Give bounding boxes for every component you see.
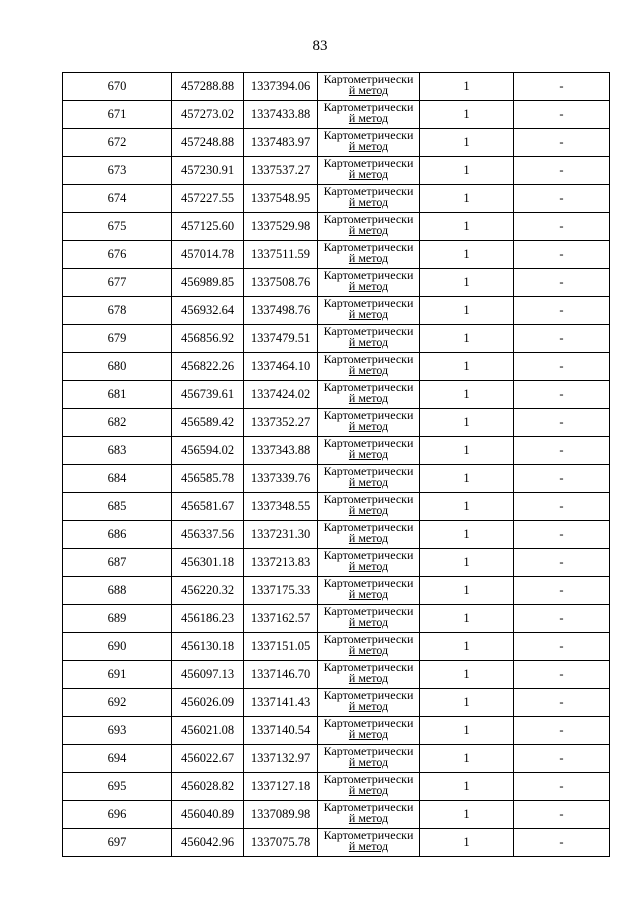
method-text-line2: й метод <box>348 335 389 349</box>
y-coordinate-cell: 1337479.51 <box>244 325 318 353</box>
x-coordinate-cell: 456581.67 <box>172 493 244 521</box>
method-cell <box>318 577 420 605</box>
y-coordinate-cell: 1337146.70 <box>244 661 318 689</box>
y-coordinate-cell: 1337508.76 <box>244 269 318 297</box>
accuracy-cell: 1 <box>420 549 514 577</box>
x-coordinate-cell: 457125.60 <box>172 213 244 241</box>
table-row <box>63 213 610 241</box>
method-cell <box>318 297 420 325</box>
y-coordinate-cell: 1337339.76 <box>244 465 318 493</box>
note-cell: - <box>514 549 610 577</box>
method-text-line1: Картометрически <box>323 324 414 338</box>
method-cell <box>318 353 420 381</box>
x-coordinate-cell: 457288.88 <box>172 73 244 101</box>
method-cell <box>318 73 420 101</box>
method-text-line2: й метод <box>348 671 389 685</box>
table-row <box>63 829 610 857</box>
method-text-line2: й метод <box>348 615 389 629</box>
note-cell: - <box>514 633 610 661</box>
accuracy-cell: 1 <box>420 661 514 689</box>
page-number: 83 <box>312 38 328 54</box>
accuracy-cell: 1 <box>420 157 514 185</box>
method-text-line2: й метод <box>348 503 389 517</box>
table-row <box>63 605 610 633</box>
note-cell: - <box>514 717 610 745</box>
method-cell <box>318 745 420 773</box>
accuracy-cell: 1 <box>420 493 514 521</box>
point-number-cell: 670 <box>63 73 172 101</box>
method-text-line1: Картометрически <box>323 464 414 478</box>
table-row <box>63 185 610 213</box>
note-cell: - <box>514 129 610 157</box>
y-coordinate-cell: 1337529.98 <box>244 213 318 241</box>
note-cell: - <box>514 605 610 633</box>
table-row <box>63 269 610 297</box>
method-text-line2: й метод <box>348 111 389 125</box>
x-coordinate-cell: 456585.78 <box>172 465 244 493</box>
table-row <box>63 241 610 269</box>
method-text-line1: Картометрически <box>323 492 414 506</box>
method-cell <box>318 717 420 745</box>
table-row <box>63 577 610 605</box>
method-cell <box>318 465 420 493</box>
note-cell: - <box>514 577 610 605</box>
point-number-cell: 679 <box>63 325 172 353</box>
point-number-cell: 676 <box>63 241 172 269</box>
method-cell <box>318 605 420 633</box>
method-cell <box>318 689 420 717</box>
point-number-cell: 673 <box>63 157 172 185</box>
y-coordinate-cell: 1337352.27 <box>244 409 318 437</box>
method-text-line1: Картометрически <box>323 408 414 422</box>
table-row <box>63 297 610 325</box>
point-number-cell: 671 <box>63 101 172 129</box>
method-cell <box>318 409 420 437</box>
point-number-cell: 684 <box>63 465 172 493</box>
x-coordinate-cell: 456042.96 <box>172 829 244 857</box>
method-text-line2: й метод <box>348 195 389 209</box>
method-text-line1: Картометрически <box>323 604 414 618</box>
accuracy-cell: 1 <box>420 689 514 717</box>
x-coordinate-cell: 456589.42 <box>172 409 244 437</box>
note-cell: - <box>514 157 610 185</box>
point-number-cell: 678 <box>63 297 172 325</box>
accuracy-cell: 1 <box>420 437 514 465</box>
accuracy-cell: 1 <box>420 325 514 353</box>
point-number-cell: 685 <box>63 493 172 521</box>
table-row <box>63 689 610 717</box>
method-cell <box>318 493 420 521</box>
method-cell <box>318 549 420 577</box>
x-coordinate-cell: 456932.64 <box>172 297 244 325</box>
x-coordinate-cell: 456856.92 <box>172 325 244 353</box>
point-number-cell: 694 <box>63 745 172 773</box>
accuracy-cell: 1 <box>420 353 514 381</box>
y-coordinate-cell: 1337548.95 <box>244 185 318 213</box>
accuracy-cell: 1 <box>420 521 514 549</box>
accuracy-cell: 1 <box>420 745 514 773</box>
method-text-line1: Картометрически <box>323 128 414 142</box>
table-row <box>63 437 610 465</box>
accuracy-cell: 1 <box>420 801 514 829</box>
method-cell <box>318 521 420 549</box>
point-number-cell: 687 <box>63 549 172 577</box>
method-text-line2: й метод <box>348 587 389 601</box>
note-cell: - <box>514 409 610 437</box>
table-row <box>63 801 610 829</box>
table-row <box>63 157 610 185</box>
y-coordinate-cell: 1337511.59 <box>244 241 318 269</box>
point-number-cell: 689 <box>63 605 172 633</box>
x-coordinate-cell: 456026.09 <box>172 689 244 717</box>
y-coordinate-cell: 1337483.97 <box>244 129 318 157</box>
y-coordinate-cell: 1337089.98 <box>244 801 318 829</box>
x-coordinate-cell: 456739.61 <box>172 381 244 409</box>
y-coordinate-cell: 1337140.54 <box>244 717 318 745</box>
table-row <box>63 465 610 493</box>
note-cell: - <box>514 801 610 829</box>
x-coordinate-cell: 456097.13 <box>172 661 244 689</box>
point-number-cell: 690 <box>63 633 172 661</box>
x-coordinate-cell: 456021.08 <box>172 717 244 745</box>
point-number-cell: 680 <box>63 353 172 381</box>
y-coordinate-cell: 1337343.88 <box>244 437 318 465</box>
table-row <box>63 549 610 577</box>
method-cell <box>318 633 420 661</box>
y-coordinate-cell: 1337127.18 <box>244 773 318 801</box>
y-coordinate-cell: 1337132.97 <box>244 745 318 773</box>
method-text-line1: Картометрически <box>323 828 414 842</box>
method-text-line2: й метод <box>348 447 389 461</box>
method-text-line1: Картометрически <box>323 716 414 730</box>
method-text-line2: й метод <box>348 83 389 97</box>
y-coordinate-cell: 1337433.88 <box>244 101 318 129</box>
method-text-line2: й метод <box>348 475 389 489</box>
method-cell <box>318 325 420 353</box>
y-coordinate-cell: 1337162.57 <box>244 605 318 633</box>
method-text-line1: Картометрически <box>323 744 414 758</box>
note-cell: - <box>514 185 610 213</box>
point-number-cell: 682 <box>63 409 172 437</box>
note-cell: - <box>514 213 610 241</box>
table-row <box>63 745 610 773</box>
method-text-line2: й метод <box>348 755 389 769</box>
y-coordinate-cell: 1337213.83 <box>244 549 318 577</box>
accuracy-cell: 1 <box>420 129 514 157</box>
method-text-line1: Картометрически <box>323 800 414 814</box>
note-cell: - <box>514 297 610 325</box>
method-text-line2: й метод <box>348 279 389 293</box>
method-cell <box>318 185 420 213</box>
point-number-cell: 691 <box>63 661 172 689</box>
table-row <box>63 101 610 129</box>
method-cell <box>318 773 420 801</box>
table-row <box>63 633 610 661</box>
x-coordinate-cell: 456220.32 <box>172 577 244 605</box>
point-number-cell: 686 <box>63 521 172 549</box>
method-text-line1: Картометрически <box>323 240 414 254</box>
method-cell <box>318 101 420 129</box>
method-text-line2: й метод <box>348 783 389 797</box>
table-row <box>63 661 610 689</box>
y-coordinate-cell: 1337348.55 <box>244 493 318 521</box>
x-coordinate-cell: 456130.18 <box>172 633 244 661</box>
point-number-cell: 695 <box>63 773 172 801</box>
method-text-line2: й метод <box>348 811 389 825</box>
point-number-cell: 677 <box>63 269 172 297</box>
coordinates-table <box>62 72 610 857</box>
accuracy-cell: 1 <box>420 381 514 409</box>
point-number-cell: 693 <box>63 717 172 745</box>
point-number-cell: 674 <box>63 185 172 213</box>
x-coordinate-cell: 456040.89 <box>172 801 244 829</box>
method-text-line1: Картометрически <box>323 352 414 366</box>
x-coordinate-cell: 456301.18 <box>172 549 244 577</box>
x-coordinate-cell: 456594.02 <box>172 437 244 465</box>
method-cell <box>318 829 420 857</box>
note-cell: - <box>514 689 610 717</box>
method-text-line1: Картометрически <box>323 184 414 198</box>
table-row <box>63 381 610 409</box>
method-cell <box>318 437 420 465</box>
note-cell: - <box>514 773 610 801</box>
accuracy-cell: 1 <box>420 773 514 801</box>
method-cell <box>318 213 420 241</box>
method-text-line2: й метод <box>348 139 389 153</box>
note-cell: - <box>514 73 610 101</box>
point-number-cell: 681 <box>63 381 172 409</box>
note-cell: - <box>514 241 610 269</box>
note-cell: - <box>514 829 610 857</box>
accuracy-cell: 1 <box>420 101 514 129</box>
method-text-line2: й метод <box>348 391 389 405</box>
accuracy-cell: 1 <box>420 213 514 241</box>
method-cell <box>318 661 420 689</box>
note-cell: - <box>514 745 610 773</box>
method-text-line1: Картометрически <box>323 72 414 86</box>
point-number-cell: 683 <box>63 437 172 465</box>
y-coordinate-cell: 1337141.43 <box>244 689 318 717</box>
table-row <box>63 493 610 521</box>
method-text-line1: Картометрически <box>323 296 414 310</box>
method-text-line1: Картометрически <box>323 436 414 450</box>
y-coordinate-cell: 1337498.76 <box>244 297 318 325</box>
table-row <box>63 73 610 101</box>
method-text-line2: й метод <box>348 643 389 657</box>
x-coordinate-cell: 456989.85 <box>172 269 244 297</box>
accuracy-cell: 1 <box>420 465 514 493</box>
method-text-line2: й метод <box>348 727 389 741</box>
x-coordinate-cell: 456337.56 <box>172 521 244 549</box>
point-number-cell: 675 <box>63 213 172 241</box>
note-cell: - <box>514 521 610 549</box>
method-text-line1: Картометрически <box>323 548 414 562</box>
note-cell: - <box>514 269 610 297</box>
table-row <box>63 409 610 437</box>
method-text-line1: Картометрически <box>323 576 414 590</box>
method-text-line2: й метод <box>348 699 389 713</box>
accuracy-cell: 1 <box>420 241 514 269</box>
accuracy-cell: 1 <box>420 717 514 745</box>
x-coordinate-cell: 457227.55 <box>172 185 244 213</box>
point-number-cell: 672 <box>63 129 172 157</box>
y-coordinate-cell: 1337075.78 <box>244 829 318 857</box>
table-row <box>63 129 610 157</box>
x-coordinate-cell: 457248.88 <box>172 129 244 157</box>
method-text-line2: й метод <box>348 251 389 265</box>
method-text-line1: Картометрически <box>323 268 414 282</box>
method-cell <box>318 801 420 829</box>
note-cell: - <box>514 381 610 409</box>
method-text-line1: Картометрически <box>323 772 414 786</box>
point-number-cell: 688 <box>63 577 172 605</box>
y-coordinate-cell: 1337464.10 <box>244 353 318 381</box>
method-cell <box>318 157 420 185</box>
accuracy-cell: 1 <box>420 185 514 213</box>
method-text-line2: й метод <box>348 559 389 573</box>
accuracy-cell: 1 <box>420 605 514 633</box>
point-number-cell: 697 <box>63 829 172 857</box>
method-text-line2: й метод <box>348 307 389 321</box>
y-coordinate-cell: 1337231.30 <box>244 521 318 549</box>
y-coordinate-cell: 1337175.33 <box>244 577 318 605</box>
note-cell: - <box>514 325 610 353</box>
method-text-line2: й метод <box>348 839 389 853</box>
table-row <box>63 325 610 353</box>
accuracy-cell: 1 <box>420 577 514 605</box>
method-text-line1: Картометрически <box>323 156 414 170</box>
method-text-line1: Картометрически <box>323 688 414 702</box>
method-cell <box>318 129 420 157</box>
y-coordinate-cell: 1337537.27 <box>244 157 318 185</box>
y-coordinate-cell: 1337424.02 <box>244 381 318 409</box>
method-text-line1: Картометрически <box>323 100 414 114</box>
table-row <box>63 521 610 549</box>
accuracy-cell: 1 <box>420 633 514 661</box>
accuracy-cell: 1 <box>420 73 514 101</box>
method-text-line1: Картометрически <box>323 380 414 394</box>
y-coordinate-cell: 1337394.06 <box>244 73 318 101</box>
x-coordinate-cell: 456186.23 <box>172 605 244 633</box>
accuracy-cell: 1 <box>420 297 514 325</box>
method-text-line2: й метод <box>348 363 389 377</box>
note-cell: - <box>514 437 610 465</box>
method-text-line2: й метод <box>348 419 389 433</box>
accuracy-cell: 1 <box>420 269 514 297</box>
method-text-line1: Картометрически <box>323 660 414 674</box>
method-text-line1: Картометрически <box>323 632 414 646</box>
note-cell: - <box>514 353 610 381</box>
note-cell: - <box>514 493 610 521</box>
table-row <box>63 353 610 381</box>
note-cell: - <box>514 101 610 129</box>
note-cell: - <box>514 661 610 689</box>
method-text-line2: й метод <box>348 223 389 237</box>
x-coordinate-cell: 457230.91 <box>172 157 244 185</box>
method-cell <box>318 241 420 269</box>
coordinates-table-body <box>63 73 610 857</box>
method-cell <box>318 269 420 297</box>
y-coordinate-cell: 1337151.05 <box>244 633 318 661</box>
x-coordinate-cell: 457014.78 <box>172 241 244 269</box>
x-coordinate-cell: 456022.67 <box>172 745 244 773</box>
point-number-cell: 696 <box>63 801 172 829</box>
x-coordinate-cell: 457273.02 <box>172 101 244 129</box>
method-text-line1: Картометрически <box>323 212 414 226</box>
x-coordinate-cell: 456822.26 <box>172 353 244 381</box>
accuracy-cell: 1 <box>420 829 514 857</box>
method-cell <box>318 381 420 409</box>
method-text-line2: й метод <box>348 167 389 181</box>
table-row <box>63 773 610 801</box>
accuracy-cell: 1 <box>420 409 514 437</box>
note-cell: - <box>514 465 610 493</box>
x-coordinate-cell: 456028.82 <box>172 773 244 801</box>
point-number-cell: 692 <box>63 689 172 717</box>
table-row <box>63 717 610 745</box>
method-text-line2: й метод <box>348 531 389 545</box>
method-text-line1: Картометрически <box>323 520 414 534</box>
